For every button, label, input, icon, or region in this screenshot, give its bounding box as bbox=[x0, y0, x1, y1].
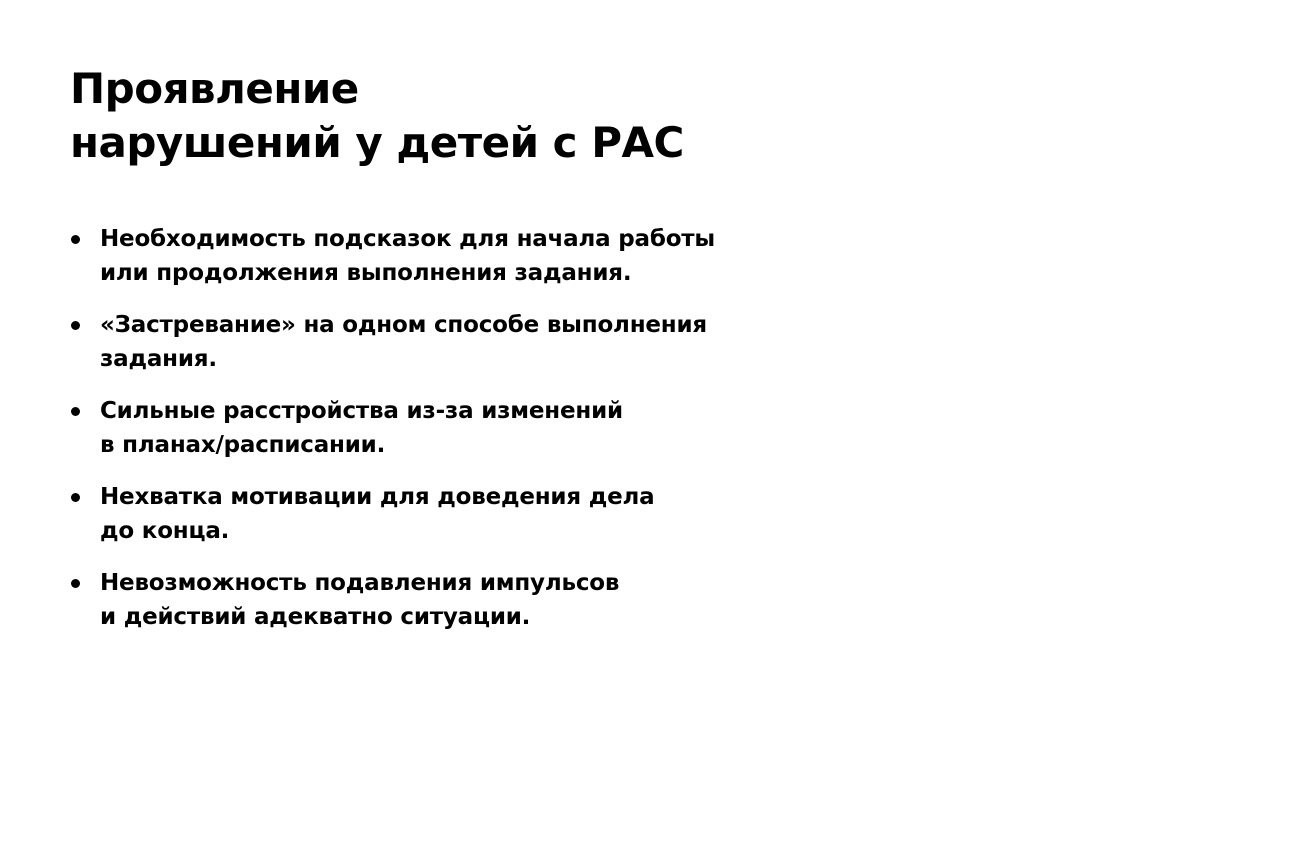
slide-title bbox=[70, 62, 684, 170]
bullet-text-line: Сильные расстройства из-за изменений bbox=[100, 398, 623, 424]
bullet-item bbox=[70, 566, 715, 634]
bullet-item bbox=[70, 222, 715, 290]
bullet-dot-icon bbox=[71, 493, 80, 502]
title-line: Проявление bbox=[70, 64, 359, 113]
bullet-dot-icon bbox=[71, 321, 80, 330]
bullet-item bbox=[70, 480, 715, 548]
bullet-text-line: до конца. bbox=[100, 518, 230, 544]
bullet-text-line: Необходимость подсказок для начала работы bbox=[100, 226, 716, 252]
bullet-text-line: Нехватка мотивации для доведения дела bbox=[100, 484, 655, 510]
bullet-text-line: задания. bbox=[100, 346, 217, 372]
bullet-dot-icon bbox=[71, 579, 80, 588]
bullet-text-line: и действий адекватно ситуации. bbox=[100, 604, 531, 630]
bullet-dot-icon bbox=[71, 235, 80, 244]
bullet-text-line: Невозможность подавления импульсов bbox=[100, 570, 620, 596]
bullet-item bbox=[70, 394, 715, 462]
bullet-text-line: в планах/расписании. bbox=[100, 432, 386, 458]
bullet-text-line: или продолжения выполнения задания. bbox=[100, 260, 632, 286]
bullet-list bbox=[70, 222, 715, 652]
title-line: нарушений у детей с РАС bbox=[70, 118, 684, 167]
bullet-text-line: «Застревание» на одном способе выполнения bbox=[100, 312, 707, 338]
bullet-item bbox=[70, 308, 715, 376]
bullet-dot-icon bbox=[71, 407, 80, 416]
